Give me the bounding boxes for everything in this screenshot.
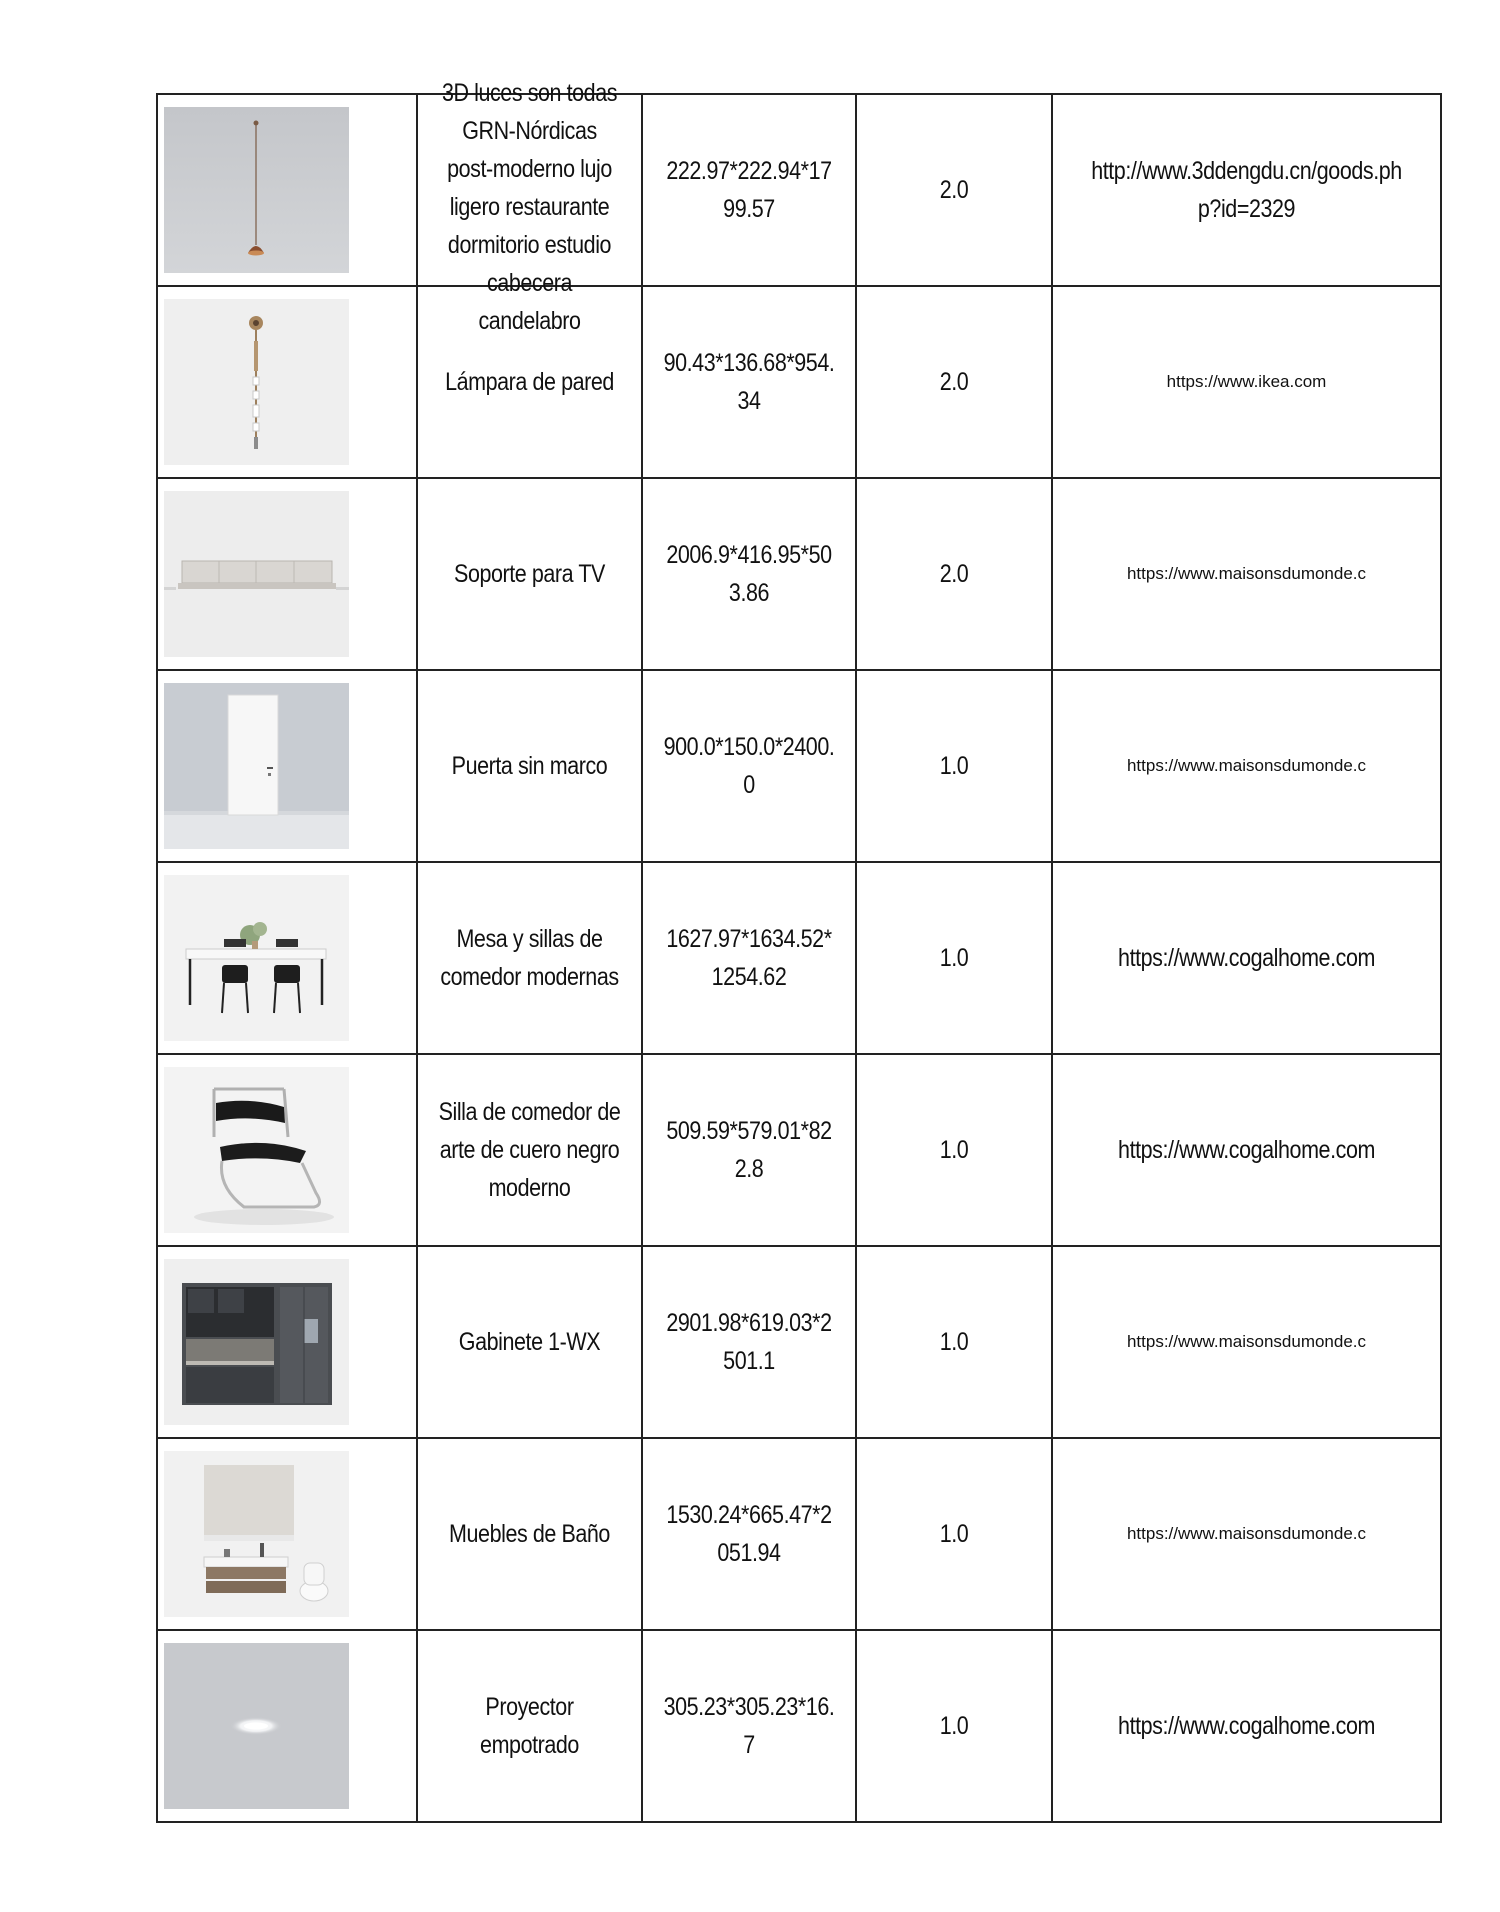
product-dimensions: 222.97*222.94*1799.57 (666, 157, 832, 223)
product-quantity: 1.0 (939, 752, 969, 780)
url-cell (1052, 286, 1441, 478)
product-name: 3D luces son todas GRN-Nórdicas post-moderno lujo ligero restaurante dormitorio estudio cabecera candelabro (441, 79, 618, 335)
product-quantity: 1.0 (939, 1136, 969, 1164)
image-cell (157, 1054, 417, 1246)
pendant-lamp-image (164, 107, 349, 273)
dining-table-image (164, 875, 349, 1041)
product-url-link[interactable]: https://www.maisonsdumonde.c (1126, 564, 1367, 583)
table-row (157, 478, 1441, 670)
name-cell (417, 1438, 642, 1630)
image-cell (157, 478, 417, 670)
name-cell (417, 1246, 642, 1438)
quantity-cell (856, 1246, 1052, 1438)
frameless-door-image (164, 683, 349, 849)
image-cell (157, 862, 417, 1054)
name-cell (417, 670, 642, 862)
image-cell (157, 1438, 417, 1630)
table-row (157, 94, 1441, 286)
product-dimensions: 2901.98*619.03*2501.1 (666, 1309, 832, 1375)
product-name: Soporte para TV (454, 560, 605, 588)
url-cell (1052, 1438, 1441, 1630)
product-url-link[interactable]: https://www.ikea.com (1166, 372, 1327, 391)
product-name: Muebles de Baño (449, 1520, 610, 1548)
product-table (156, 79, 1442, 1823)
product-name: Mesa y sillas de comedor modernas (440, 925, 619, 991)
recessed-spotlight-image (164, 1643, 349, 1809)
product-dimensions: 2006.9*416.95*503.86 (666, 541, 832, 607)
product-quantity: 1.0 (939, 944, 969, 972)
product-quantity: 1.0 (939, 1328, 969, 1356)
product-name: Lámpara de pared (445, 368, 614, 396)
bathroom-furniture-image (164, 1451, 349, 1617)
dimensions-cell (642, 94, 856, 286)
url-cell (1052, 862, 1441, 1054)
dimensions-cell (642, 1054, 856, 1246)
dimensions-cell (642, 1246, 856, 1438)
product-quantity: 2.0 (939, 176, 969, 204)
image-cell (157, 1246, 417, 1438)
url-cell (1052, 670, 1441, 862)
product-dimensions: 1627.97*1634.52*1254.62 (666, 925, 832, 991)
name-cell (417, 1630, 642, 1822)
table-row (157, 1630, 1441, 1822)
dimensions-cell (642, 478, 856, 670)
kitchen-cabinet-image (164, 1259, 349, 1425)
product-dimensions: 305.23*305.23*16.7 (663, 1693, 835, 1759)
product-dimensions: 90.43*136.68*954.34 (663, 349, 835, 415)
product-name: Puerta sin marco (451, 752, 608, 780)
image-cell (157, 94, 417, 286)
quantity-cell (856, 286, 1052, 478)
image-cell (157, 1630, 417, 1822)
name-cell (417, 478, 642, 670)
url-cell (1052, 94, 1441, 286)
dimensions-cell (642, 1630, 856, 1822)
product-url-link[interactable]: https://www.cogalhome.com (1118, 1136, 1375, 1164)
quantity-cell (856, 1438, 1052, 1630)
table-row (157, 1246, 1441, 1438)
dimensions-cell (642, 862, 856, 1054)
product-quantity: 2.0 (939, 368, 969, 396)
tv-stand-image (164, 491, 349, 657)
url-cell (1052, 1630, 1441, 1822)
dimensions-cell (642, 670, 856, 862)
url-cell (1052, 1054, 1441, 1246)
table-row (157, 862, 1441, 1054)
product-quantity: 2.0 (939, 560, 969, 588)
name-cell (417, 862, 642, 1054)
quantity-cell (856, 862, 1052, 1054)
name-cell (417, 1054, 642, 1246)
product-url-link[interactable]: http://www.3ddengdu.cn/goods.php?id=2329 (1091, 157, 1402, 223)
product-url-link[interactable]: https://www.cogalhome.com (1118, 944, 1375, 972)
product-url-link[interactable]: https://www.maisonsdumonde.c (1126, 756, 1367, 775)
product-quantity: 1.0 (939, 1520, 969, 1548)
table-row (157, 670, 1441, 862)
quantity-cell (856, 1630, 1052, 1822)
product-dimensions: 900.0*150.0*2400.0 (663, 733, 835, 799)
dimensions-cell (642, 1438, 856, 1630)
product-name: Gabinete 1-WX (458, 1328, 601, 1356)
product-url-link[interactable]: https://www.maisonsdumonde.c (1126, 1524, 1367, 1543)
product-quantity: 1.0 (939, 1712, 969, 1740)
product-name: Proyector empotrado (480, 1693, 579, 1759)
product-dimensions: 1530.24*665.47*2051.94 (666, 1501, 832, 1567)
quantity-cell (856, 478, 1052, 670)
leather-chair-image (164, 1067, 349, 1233)
product-url-link[interactable]: https://www.cogalhome.com (1118, 1712, 1375, 1740)
quantity-cell (856, 94, 1052, 286)
url-cell (1052, 1246, 1441, 1438)
image-cell (157, 670, 417, 862)
wall-lamp-image (164, 299, 349, 465)
url-cell (1052, 478, 1441, 670)
quantity-cell (856, 670, 1052, 862)
product-url-link[interactable]: https://www.maisonsdumonde.c (1126, 1332, 1367, 1351)
dimensions-cell (642, 286, 856, 478)
product-name: Silla de comedor de arte de cuero negro moderno (438, 1098, 621, 1202)
quantity-cell (856, 1054, 1052, 1246)
table-row (157, 1438, 1441, 1630)
table-row (157, 1054, 1441, 1246)
name-cell (417, 79, 642, 335)
product-dimensions: 509.59*579.01*822.8 (666, 1117, 832, 1183)
image-cell (157, 286, 417, 478)
table-row (157, 286, 1441, 478)
